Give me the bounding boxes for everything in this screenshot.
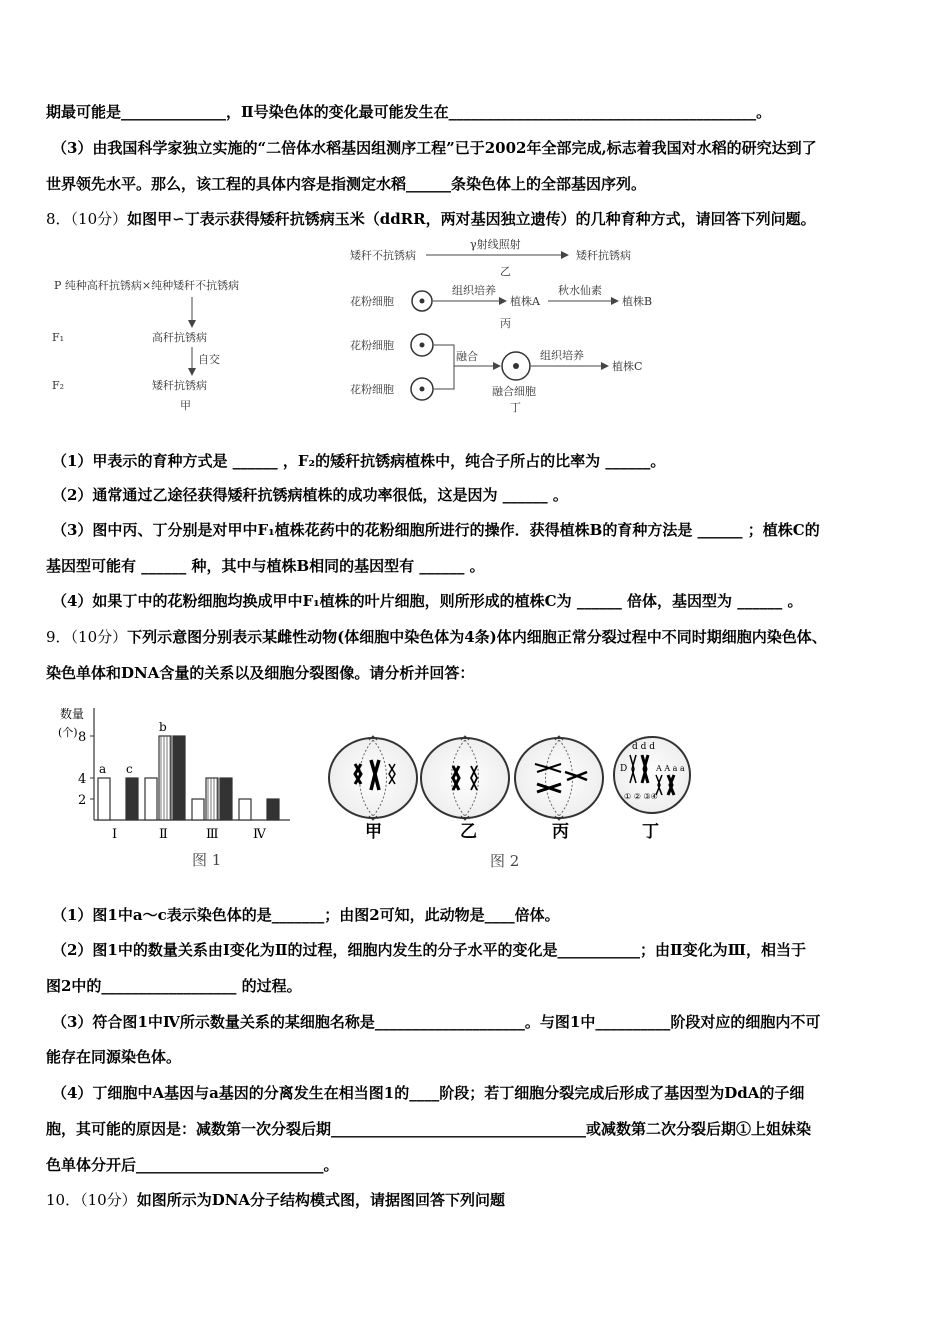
yi-to: 矮秆抗锈病 xyxy=(576,249,631,262)
question-10-stem: 如图所示为DNA分子结构模式图，请据图回答下列问题 xyxy=(136,1191,506,1209)
y-tick-label-8: 8 xyxy=(78,730,87,745)
yi-name: 乙 xyxy=(500,265,511,278)
question-8-number: 8．（10分） xyxy=(46,210,128,228)
bar-c-1 xyxy=(126,778,138,820)
q9-sub2b: 图2中的__________________ 的过程。 xyxy=(46,977,302,995)
jia-name: 甲 xyxy=(180,399,191,412)
q9-sub1: （1）图1中a～c表示染色体的是_______；由图2可知，此动物是____倍体。 xyxy=(52,906,560,924)
jia-f2-label: F₂ xyxy=(52,379,65,392)
q9-sub2a: （2）图1中的数量关系由Ⅰ变化为Ⅱ的过程，细胞内发生的分子水平的变化是___________；由Ⅱ变化为Ⅲ，相当于 xyxy=(52,941,806,959)
cell-label-ding: 丁 xyxy=(642,822,659,842)
bar-a-4 xyxy=(239,799,251,820)
figure-2-caption: 图 2 xyxy=(490,852,520,870)
ding-step: 组织培养 xyxy=(540,349,584,362)
bar-a-2 xyxy=(145,778,157,820)
x-tick-label-2: Ⅱ xyxy=(159,827,168,842)
q9-sub4a: （4）丁细胞中A基因与a基因的分离发生在相当图1的____阶段；若丁细胞分裂完成后形成了基因型为DdA的子细 xyxy=(52,1084,805,1102)
question-10-number: 10．（10分） xyxy=(46,1191,137,1209)
cell-yi xyxy=(421,736,509,820)
question-9-stem: 下列示意图分别表示某雌性动物(体细胞中染色体为4条)体内细胞正常分裂过程中不同时期细胞内染色体、 xyxy=(127,628,827,646)
ding-genes-right: A A a a xyxy=(656,764,685,773)
ding-plant-c: 植株C xyxy=(612,360,643,373)
bar-c-3 xyxy=(220,778,232,820)
q8-sub1: （1）甲表示的育种方式是 ______ ，F₂的矮秆抗锈病植株中，纯合子所占的比率为 ______。 xyxy=(52,452,666,470)
ding-cell-2: 花粉细胞 xyxy=(350,383,394,396)
question-8-stem: 如图甲∽丁表示获得矮秆抗锈病玉米（ddRR，两对基因独立遗传）的几种育种方式，请回答下列问题。 xyxy=(127,210,816,228)
x-tick-label-4: Ⅳ xyxy=(253,827,266,842)
ding-fused-label: 融合细胞 xyxy=(492,385,536,398)
cell-label-bing: 丙 xyxy=(552,822,569,842)
cell-jia xyxy=(329,736,417,820)
q9-sub4c: 色单体分开后_________________________。 xyxy=(46,1156,339,1174)
jia-parents: P 纯种高秆抗锈病×纯种矮秆不抗锈病 xyxy=(54,279,240,292)
ding-fuse: 融合 xyxy=(456,350,478,363)
ding-numbers: ① ② ③④ xyxy=(624,792,658,801)
jia-f2: 矮秆抗锈病 xyxy=(152,379,207,392)
q8-sub3a: （3）图中丙、丁分别是对甲中F₁植株花药中的花粉细胞所进行的操作．获得植株B的育种方法是 ______ ；植株C的 xyxy=(52,521,820,539)
bar-a-1 xyxy=(98,778,110,820)
ding-genes-top: d d d xyxy=(632,742,656,752)
x-tick-label-3: Ⅲ xyxy=(206,827,219,842)
jia-f1-label: F₁ xyxy=(52,331,65,344)
q9-sub3b: 能存在同源染色体。 xyxy=(46,1048,182,1066)
figure-2-labels xyxy=(330,815,659,875)
bing-plant-b: 植株B xyxy=(622,295,653,308)
chart-ylabel-2: (个) xyxy=(58,726,78,739)
yi-from: 矮秆不抗锈病 xyxy=(350,249,416,262)
breeding-diagram xyxy=(40,235,700,420)
bing-cell: 花粉细胞 xyxy=(350,295,394,308)
q9-sub4b: 胞，其可能的原因是：减数第一次分裂后期__________________________________或减数第二次分裂后期①上姐妹染 xyxy=(46,1120,812,1138)
text-line-1: 期最可能是______________，Ⅱ号染色体的变化最可能发生在_________________________________________。 xyxy=(46,103,772,121)
q8-sub2: （2）通常通过乙途径获得矮秆抗锈病植株的成功率很低，这是因为 ______ 。 xyxy=(52,486,568,504)
cell-label-jia: 甲 xyxy=(365,822,382,842)
question-9-number: 9．（10分） xyxy=(46,628,128,646)
cell-label-yi: 乙 xyxy=(460,822,477,842)
question-10-header xyxy=(46,1190,505,1210)
figure-1-bar-chart xyxy=(50,700,300,875)
figure-1-caption: 图 1 xyxy=(192,851,222,869)
bar-label-a: a xyxy=(99,762,107,776)
jia-f1: 高秆抗锈病 xyxy=(152,331,207,344)
cell-bing xyxy=(515,736,603,820)
text-line-2: （3）由我国科学家独立实施的“二倍体水稻基因组测序工程”已于2002年全部完成,标志着我国对水稻的研究达到了 xyxy=(52,139,817,157)
y-tick-label-4: 4 xyxy=(78,772,87,787)
bing-step1: 组织培养 xyxy=(452,284,496,297)
bar-a-3 xyxy=(192,799,204,820)
question-9-stem-2: 染色单体和DNA含量的关系以及细胞分裂图像。请分析并回答： xyxy=(46,664,475,682)
q8-sub3b: 基因型可能有 ______ 种，其中与植株B相同的基因型有 ______ 。 xyxy=(46,557,485,575)
bing-plant-a: 植株A xyxy=(510,295,540,308)
bar-c-2 xyxy=(173,736,185,820)
bar-label-b: b xyxy=(159,720,167,734)
y-tick-label-2: 2 xyxy=(78,793,87,808)
chart-ylabel-1: 数量 xyxy=(60,707,85,721)
q8-sub4: （4）如果丁中的花粉细胞均换成甲中F₁植株的叶片细胞，则所形成的植株C为 ______ 倍体，基因型为 ______ 。 xyxy=(52,592,803,610)
question-8-header xyxy=(46,209,816,229)
text-line-3: 世界领先水平。那么，该工程的具体内容是指测定水稻______条染色体上的全部基因序列。 xyxy=(46,175,647,193)
x-tick-label-1: Ⅰ xyxy=(112,827,118,842)
bar-label-c: c xyxy=(126,762,133,776)
bar-c-4 xyxy=(267,799,279,820)
ding-cell-1: 花粉细胞 xyxy=(350,339,394,352)
bing-name: 丙 xyxy=(500,317,511,330)
yi-arrow-label: γ射线照射 xyxy=(470,238,521,251)
q9-sub3a: （3）符合图1中Ⅳ所示数量关系的某细胞名称是____________________。与图1中__________阶段对应的细胞内不可 xyxy=(52,1013,821,1031)
bing-step2: 秋水仙素 xyxy=(558,284,602,297)
ding-genes-left: D xyxy=(620,764,628,774)
jia-selfing: 自交 xyxy=(198,353,220,366)
cell-ding xyxy=(612,735,708,825)
ding-name: 丁 xyxy=(510,401,521,414)
question-9-header xyxy=(46,627,827,647)
